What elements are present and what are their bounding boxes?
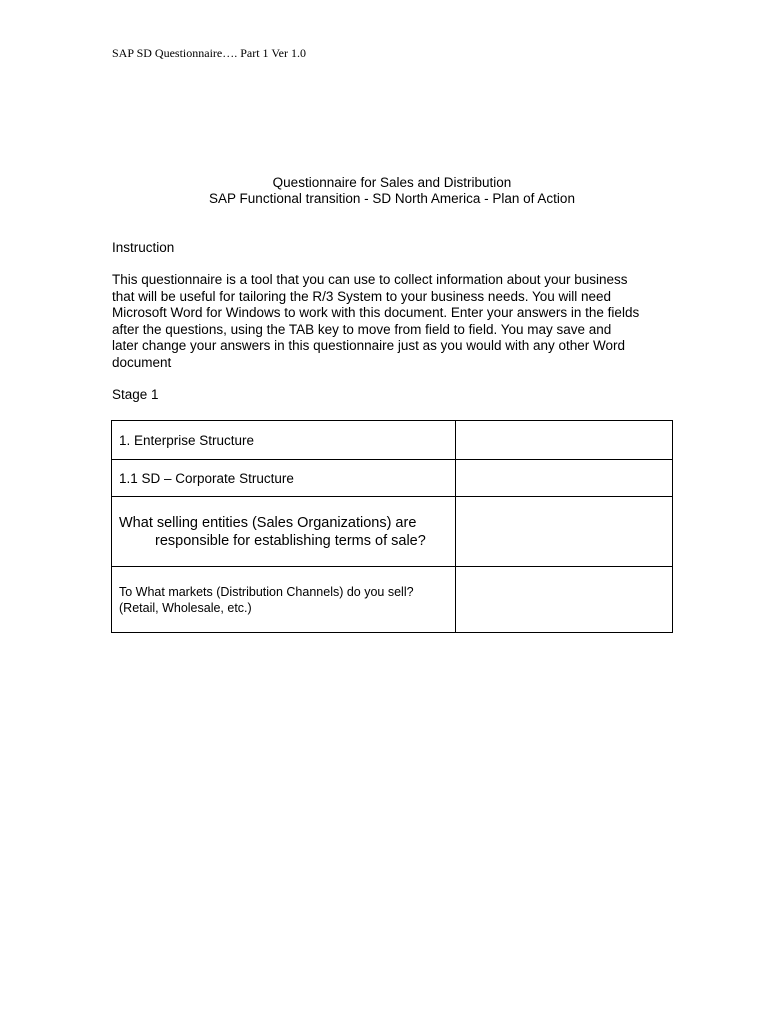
answer-field[interactable]	[456, 497, 673, 567]
question-line: (Retail, Wholesale, etc.)	[119, 600, 252, 615]
question-cell: 1.1 SD – Corporate Structure	[112, 460, 456, 497]
instruction-heading: Instruction	[112, 240, 175, 255]
instruction-paragraph	[112, 272, 672, 371]
instruction-line: This questionnaire is a tool that you can use to collect information about your business	[112, 272, 628, 287]
question-cell: 1. Enterprise Structure	[112, 421, 456, 460]
title-line-2: SAP Functional transition - SD North America - Plan of Action	[209, 191, 575, 206]
table-row	[112, 421, 673, 460]
instruction-line: later change your answers in this questionnaire just as you would with any other Word	[112, 338, 626, 353]
answer-field[interactable]	[456, 567, 673, 633]
instruction-line: document	[112, 354, 172, 370]
questionnaire-table	[111, 420, 673, 633]
question-line: What selling entities (Sales Organizations) are	[119, 514, 417, 531]
answer-field[interactable]	[456, 460, 673, 497]
question-line: responsible for establishing terms of sale?	[155, 532, 426, 549]
table-row	[112, 567, 673, 633]
stage-label: Stage 1	[112, 387, 159, 402]
table-row	[112, 460, 673, 497]
instruction-line: after the questions, using the TAB key to move from field to field. You may save and	[112, 321, 612, 337]
question-line: To What markets (Distribution Channels) do you sell?	[119, 584, 414, 599]
running-header: SAP SD Questionnaire…. Part 1 Ver 1.0	[112, 46, 306, 60]
table-row	[112, 497, 673, 567]
question-cell	[112, 567, 456, 633]
document-title	[112, 175, 672, 207]
instruction-line: Microsoft Word for Windows to work with this document. Enter your answers in the fields	[112, 305, 640, 320]
answer-field[interactable]	[456, 421, 673, 460]
question-cell	[112, 497, 456, 567]
instruction-line: that will be useful for tailoring the R/3 System to your business needs. You will need	[112, 288, 612, 304]
title-line-1: Questionnaire for Sales and Distribution	[272, 175, 512, 190]
